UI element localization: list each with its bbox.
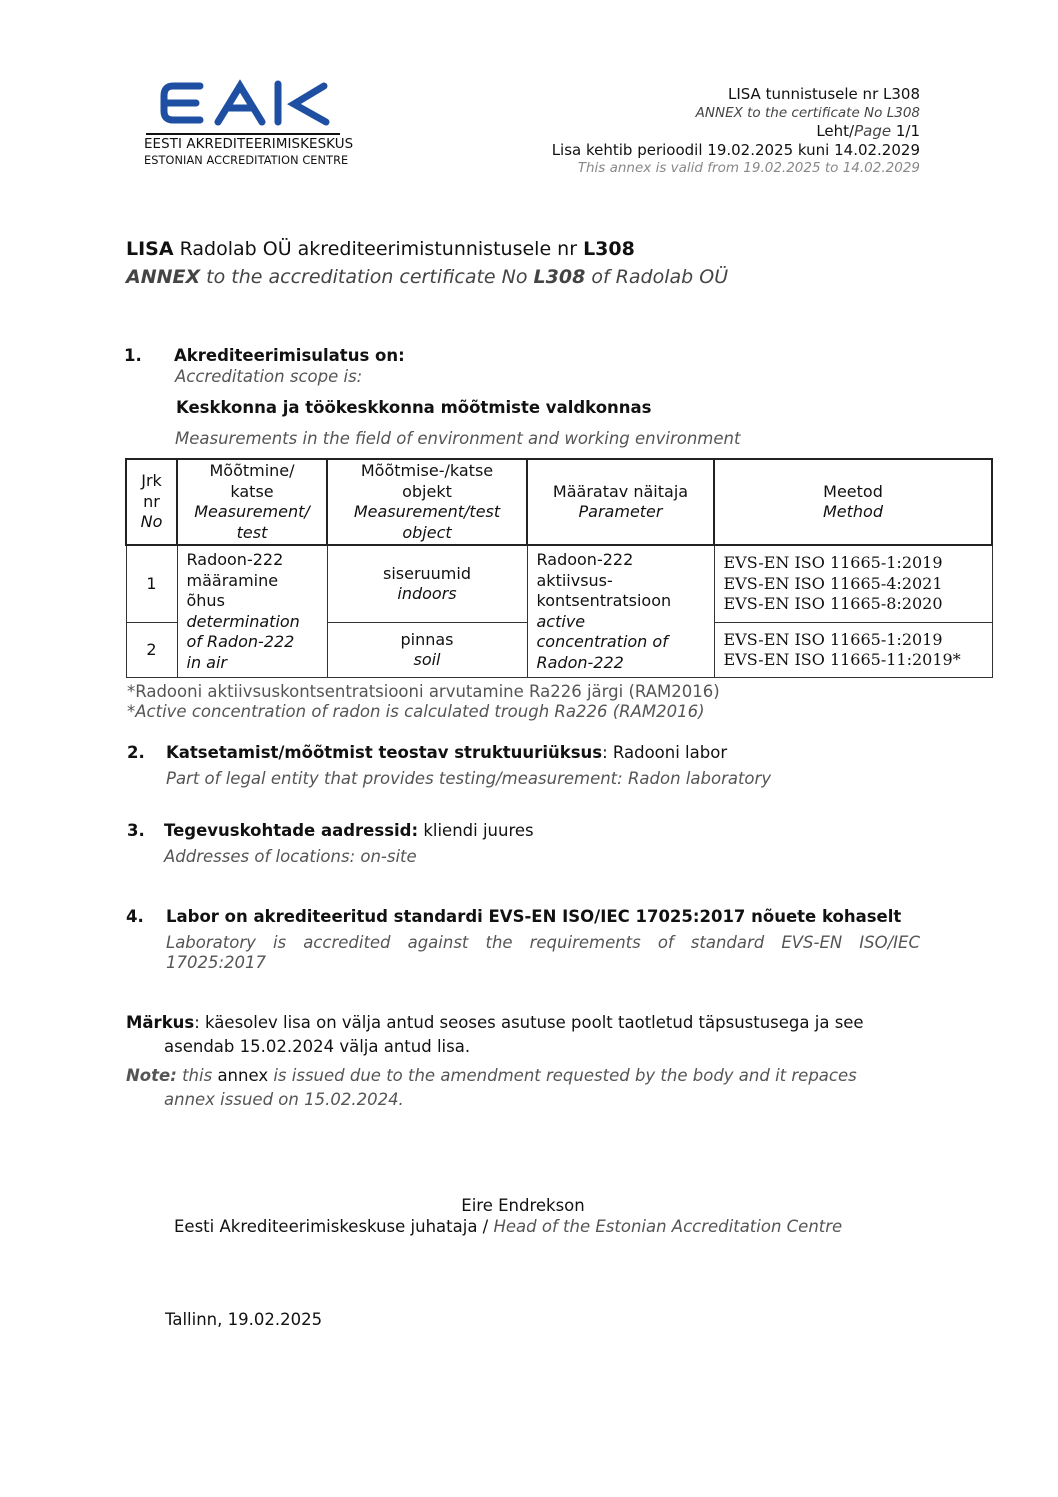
row1-object-en: indoors	[397, 584, 457, 603]
row1-methods	[714, 545, 992, 623]
page-title	[126, 236, 728, 292]
header-page-number	[552, 122, 920, 141]
measurement-et-line2: määramine	[186, 570, 279, 590]
row2-object	[327, 623, 527, 678]
section2-label: Katsetamist/mõõtmist teostav struktuuriüksus	[166, 743, 603, 762]
header-measurement-line1: Mõõtmine/	[209, 461, 295, 480]
section4-en-line2: 17025:2017	[166, 953, 267, 972]
table-footnote-et: *Radooni aktiivsuskontsentratsiooni arvutamine Ra226 järgi (RAM2016)	[127, 682, 720, 701]
header-object-line1: Mõõtmise-/katse	[360, 461, 494, 480]
section1-heading-en: Accreditation scope is:	[175, 367, 363, 386]
note-en-c: is issued due to the amendment requested by the body and it repaces	[268, 1066, 857, 1085]
note-et-line1	[126, 1013, 864, 1032]
row2-methods	[714, 623, 992, 678]
row1-object	[327, 545, 527, 623]
section2-value: : Radooni labor	[602, 743, 728, 762]
title-et-lisa: LISA	[126, 238, 174, 260]
measurement-en-line1: determination	[186, 611, 300, 631]
table-footnote-en: *Active concentration of radon is calculated trough Ra226 (RAM2016)	[127, 702, 705, 721]
note-en-line2: annex issued on 15.02.2024.	[164, 1090, 404, 1109]
title-en	[126, 262, 728, 292]
eak-logo	[144, 78, 358, 173]
title-et-number: L308	[583, 238, 635, 260]
logo-text-en: ESTONIAN ACCREDITATION CENTRE	[144, 154, 349, 167]
section2-en: Part of legal entity that provides testing/measurement: Radon laboratory	[166, 769, 772, 788]
header-measurement-en-line2: test	[236, 522, 268, 542]
parameter-en-line3: Radon-222	[536, 652, 624, 672]
note-et-label: Märkus	[126, 1013, 195, 1032]
section1-field-et: Keskkonna ja töökeskkonna mõõtmiste valdkonnas	[176, 398, 652, 417]
note-en-label: Note:	[126, 1066, 177, 1085]
note-en-b: annex	[217, 1066, 269, 1085]
section4-number: 4.	[126, 907, 144, 926]
signature-title-en: Head of the Estonian Accreditation Centre	[493, 1217, 843, 1236]
section2-number: 2.	[127, 743, 145, 762]
page-label-et: Leht/	[816, 122, 855, 140]
note-en-line1	[126, 1066, 857, 1085]
header-method-en: Method	[822, 502, 883, 521]
section3-line	[164, 821, 534, 840]
row1-no: 1	[126, 545, 177, 623]
title-en-number: L308	[533, 266, 586, 288]
logo-text-et: EESTI AKREDITEERIMISKESKUS	[144, 137, 354, 152]
header-no-en: No	[140, 512, 163, 532]
row2-method-1: EVS-EN ISO 11665-1:2019	[723, 629, 943, 649]
row2-object-et: pinnas	[400, 629, 454, 649]
header-object-en-line2: object	[402, 522, 452, 542]
logo-rule	[146, 133, 340, 135]
row1-method-2: EVS-EN ISO 11665-4:2021	[723, 573, 943, 593]
header-method-et: Meetod	[823, 481, 883, 501]
header-validity-et: Lisa kehtib perioodil 19.02.2025 kuni 14.02.2029	[551, 140, 920, 159]
header-parameter-et: Määratav näitaja	[552, 481, 689, 501]
measurement-et-line3: õhus	[186, 591, 225, 610]
header-object-en-line1: Measurement/test	[353, 502, 501, 521]
page-label-en: Page	[854, 122, 892, 140]
table-row	[126, 545, 992, 623]
section3-label: Tegevuskohtade aadressid:	[164, 821, 419, 840]
section3-number: 3.	[127, 821, 145, 840]
title-en-end: of Radolab OÜ	[585, 266, 729, 288]
measurement-en-line3: in air	[186, 652, 227, 672]
row2-no: 2	[126, 623, 177, 678]
section1-number: 1.	[124, 346, 142, 365]
signature-title	[174, 1217, 842, 1236]
parameter-et-line2: aktiivsus-	[536, 570, 613, 590]
certificate-header	[552, 85, 920, 178]
title-et-text: Radolab OÜ akrediteerimistunnistusele nr	[173, 238, 584, 260]
header-method	[714, 459, 992, 545]
header-object	[327, 459, 527, 545]
place-date: Tallinn, 19.02.2025	[165, 1310, 323, 1329]
title-en-text: to the accreditation certificate No	[200, 266, 534, 288]
title-en-annex: ANNEX	[126, 266, 201, 288]
parameter-et-line3: kontsentratsioon	[536, 591, 672, 610]
page-number: 1/1	[891, 122, 920, 140]
row2-method-2: EVS-EN ISO 11665-11:2019*	[723, 650, 961, 669]
header-no	[126, 459, 177, 545]
signature-name: Eire Endrekson	[461, 1196, 585, 1215]
row2-object-en: soil	[413, 650, 441, 669]
header-parameter-en: Parameter	[578, 502, 663, 521]
measurement-en-line2: of Radon-222	[186, 632, 295, 651]
table-header-row	[126, 459, 992, 545]
eak-logo-mark	[148, 78, 338, 128]
header-measurement-line2: katse	[230, 481, 274, 501]
row1-method-1: EVS-EN ISO 11665-1:2019	[723, 553, 943, 573]
section1-field-en: Measurements in the field of environment and working environment	[175, 429, 741, 448]
signature-title-et: Eesti Akrediteerimiskeskuse juhataja /	[174, 1217, 494, 1236]
header-no-line1: Jrk	[141, 471, 162, 491]
section3-en: Addresses of locations: on-site	[164, 847, 417, 866]
header-no-line2: nr	[143, 491, 160, 511]
parameter-en-line1: active	[536, 611, 586, 631]
section4-en-line1: Laboratory is accredited against the requirements of standard EVS-EN ISO/IEC	[166, 933, 920, 952]
note-et-line2: asendab 15.02.2024 välja antud lisa.	[164, 1037, 471, 1056]
parameter-cell	[527, 545, 714, 678]
scope-table	[125, 458, 993, 678]
note-en-a: this	[176, 1066, 218, 1085]
parameter-et-line1: Radoon-222	[536, 550, 634, 569]
header-object-line2: objekt	[402, 481, 452, 501]
parameter-en-line2: concentration of	[536, 632, 668, 651]
header-measurement-en-line1: Measurement/	[194, 502, 310, 521]
header-certificate-et: LISA tunnistusele nr L308	[727, 85, 920, 103]
section1-heading: Akrediteerimisulatus on:	[174, 346, 405, 365]
header-measurement	[177, 459, 327, 545]
measurement-et-line1: Radoon-222	[186, 550, 284, 569]
header-parameter	[527, 459, 714, 545]
header-certificate-en: ANNEX to the certificate No L308	[695, 104, 920, 121]
header-validity-en: This annex is valid from 19.02.2025 to 14.02.2029	[577, 160, 920, 176]
section2-line	[166, 743, 727, 762]
row1-object-et: siseruumid	[382, 563, 471, 583]
measurement-cell	[177, 545, 327, 678]
section3-value: kliendi juures	[418, 821, 534, 840]
note-et-text: : käesolev lisa on välja antud seoses asutuse poolt taotletud täpsustusega ja see	[194, 1013, 864, 1032]
title-et	[126, 236, 728, 262]
section4-label: Labor on akrediteeritud standardi EVS-EN ISO/IEC 17025:2017 nõuete kohaselt	[166, 907, 902, 926]
row1-method-3: EVS-EN ISO 11665-8:2020	[723, 594, 943, 614]
